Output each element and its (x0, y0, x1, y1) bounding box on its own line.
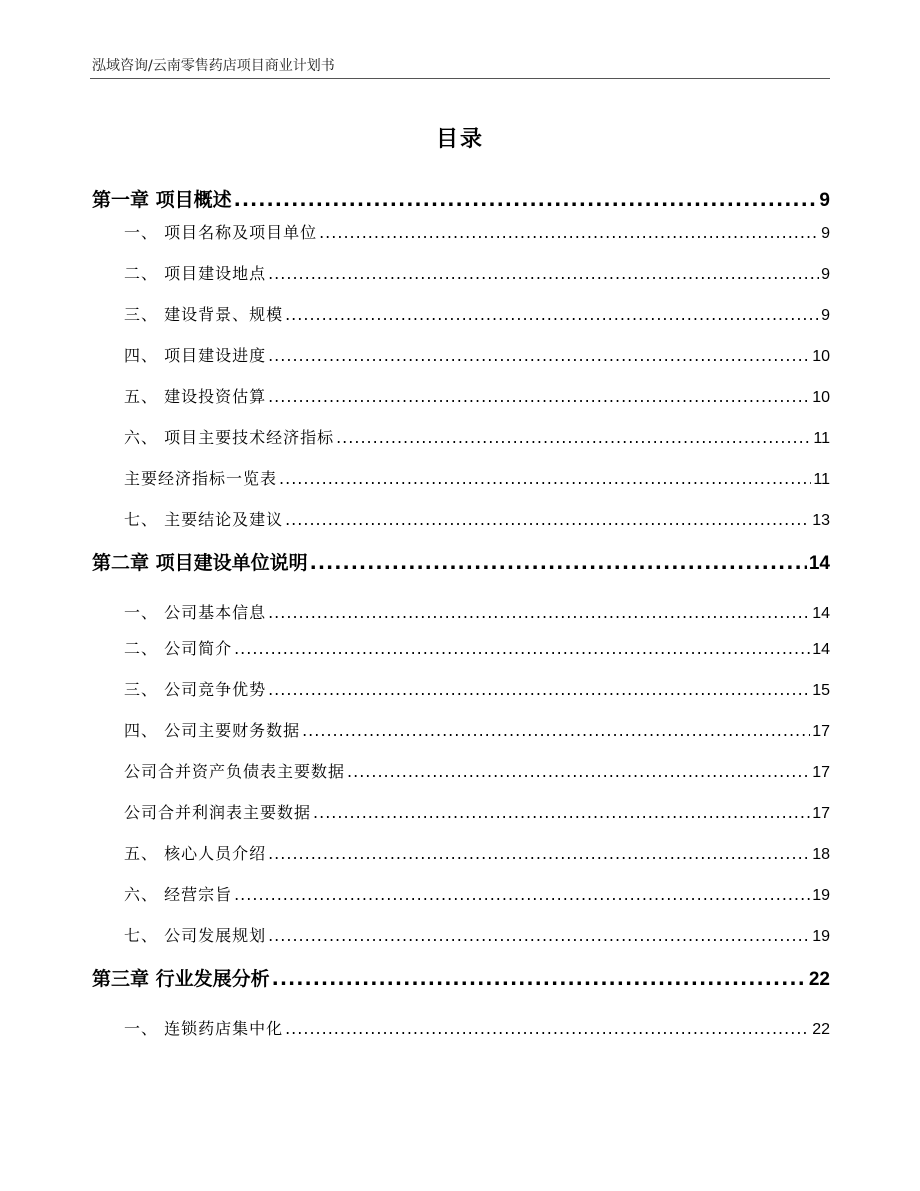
toc-entry-label: 六、 项目主要技术经济指标 (124, 428, 335, 447)
toc-section-entry[interactable] (92, 841, 830, 864)
toc-page-number: 17 (812, 723, 830, 740)
toc-page-number: 14 (812, 641, 830, 658)
toc-entry-label: 五、 建设投资估算 (124, 387, 267, 406)
toc-dot-leader (319, 223, 819, 242)
toc-entry-label: 公司合并利润表主要数据 (124, 803, 312, 822)
toc-page-number: 18 (812, 846, 830, 863)
toc-page-number: 9 (821, 307, 830, 324)
toc-title: 目录 (435, 127, 484, 152)
toc-entry-label: 三、 建设背景、规模 (124, 305, 284, 324)
toc-entry-label: 五、 核心人员介绍 (124, 844, 267, 863)
toc-entry-label: 一、 公司基本信息 (124, 603, 267, 622)
toc-page-number: 14 (808, 553, 830, 574)
toc-page-number: 19 (812, 928, 830, 945)
toc-section-entry[interactable] (92, 1016, 830, 1039)
toc-chapter-entry[interactable] (92, 964, 830, 991)
toc-page-number: 22 (808, 969, 830, 990)
toc-section-entry[interactable] (92, 923, 830, 946)
toc-dot-leader (268, 387, 810, 406)
toc-section-entry[interactable] (92, 384, 830, 407)
toc-page-number: 11 (813, 430, 830, 447)
toc-section-entry[interactable] (92, 507, 830, 530)
toc-dot-leader (310, 552, 807, 574)
toc-dot-leader (234, 885, 810, 904)
toc-entry-label: 二、 公司简介 (124, 639, 233, 658)
toc-page-number: 11 (813, 471, 830, 488)
toc-page-number: 17 (812, 805, 830, 822)
toc-dot-leader (285, 510, 810, 529)
toc-section-entry[interactable] (92, 220, 830, 243)
toc-dot-leader (313, 803, 810, 822)
toc-dot-leader (279, 469, 811, 488)
toc-chapter-entry[interactable] (92, 185, 830, 212)
toc-page-number: 10 (812, 348, 830, 365)
toc-dot-leader (347, 762, 810, 781)
toc-entry-label: 第三章 行业发展分析 (92, 968, 270, 990)
toc-dot-leader (336, 428, 811, 447)
toc-entry-label: 主要经济指标一览表 (124, 469, 278, 488)
toc-entry-label: 第二章 项目建设单位说明 (92, 552, 308, 574)
toc-page-number: 19 (812, 887, 830, 904)
toc-dot-leader (272, 968, 807, 990)
toc-page-number: 14 (812, 605, 830, 622)
toc-dot-leader (268, 264, 819, 283)
toc-section-entry[interactable] (92, 425, 830, 448)
toc-section-entry[interactable] (92, 759, 830, 782)
toc-page-number: 10 (812, 389, 830, 406)
toc-dot-leader (268, 603, 810, 622)
toc-page-number: 9 (821, 266, 830, 283)
toc-page-number: 9 (819, 190, 830, 211)
toc-section-entry[interactable] (92, 636, 830, 659)
toc-dot-leader (234, 639, 810, 658)
toc-dot-leader (268, 680, 810, 699)
toc-entry-label: 公司合并资产负债表主要数据 (124, 762, 346, 781)
toc-entry-label: 一、 项目名称及项目单位 (124, 223, 318, 242)
toc-entry-label: 七、 主要结论及建议 (124, 510, 284, 529)
toc-dot-leader (285, 305, 819, 324)
toc-dot-leader (268, 926, 810, 945)
toc-entry-label: 三、 公司竞争优势 (124, 680, 267, 699)
toc-dot-leader (302, 721, 810, 740)
toc-dot-leader (268, 346, 810, 365)
toc-section-entry[interactable] (92, 800, 830, 823)
toc-section-entry[interactable] (92, 343, 830, 366)
toc-chapter-entry[interactable] (92, 548, 830, 575)
toc-section-entry[interactable] (92, 882, 830, 905)
table-of-contents (92, 0, 830, 1191)
toc-page-number: 9 (821, 225, 830, 242)
toc-entry-label: 第一章 项目概述 (92, 189, 232, 211)
toc-dot-leader (234, 189, 818, 211)
toc-entry-label: 一、 连锁药店集中化 (124, 1019, 284, 1038)
toc-section-entry[interactable] (92, 600, 830, 623)
toc-entry-label: 七、 公司发展规划 (124, 926, 267, 945)
toc-section-entry[interactable] (92, 261, 830, 284)
toc-section-entry[interactable] (92, 677, 830, 700)
toc-entry-label: 四、 公司主要财务数据 (124, 721, 301, 740)
toc-page-number: 17 (812, 764, 830, 781)
toc-page-number: 22 (812, 1021, 830, 1038)
toc-section-entry[interactable] (92, 718, 830, 741)
toc-page-number: 13 (812, 512, 830, 529)
toc-entry-label: 六、 经营宗旨 (124, 885, 233, 904)
toc-section-entry[interactable] (92, 466, 830, 489)
toc-section-entry[interactable] (92, 302, 830, 325)
toc-entry-label: 四、 项目建设进度 (124, 346, 267, 365)
toc-dot-leader (268, 844, 810, 863)
toc-page-number: 15 (812, 682, 830, 699)
page-header: 泓域咨询/云南零售药店项目商业计划书 (92, 58, 335, 74)
toc-dot-leader (285, 1019, 810, 1038)
toc-entry-label: 二、 项目建设地点 (124, 264, 267, 283)
